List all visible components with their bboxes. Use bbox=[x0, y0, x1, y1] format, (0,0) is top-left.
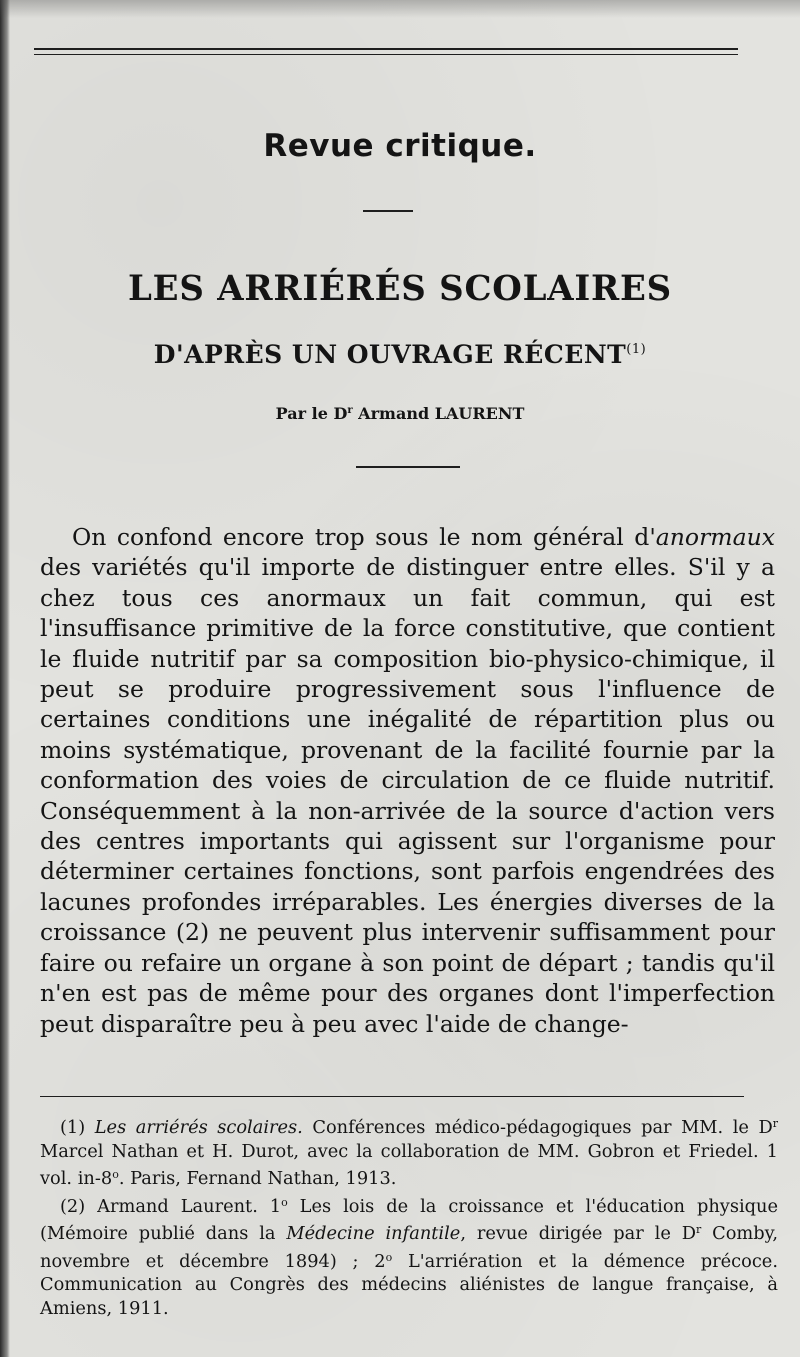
byline-divider bbox=[356, 466, 460, 468]
header-rule-thin bbox=[34, 54, 738, 55]
article-subtitle bbox=[0, 340, 800, 369]
footnote-marker: (2) bbox=[60, 1195, 86, 1217]
footnote-2 bbox=[40, 1191, 778, 1321]
footnote-text: . Paris, Fernand Nathan, 1913. bbox=[118, 1168, 397, 1189]
footnote-text: , revue dirigée par le D bbox=[460, 1223, 696, 1244]
footnote-text: L'arriération et la démence précoce. Communication au Congrès des médecins aliénistes de langue française, à Amiens, 1911. bbox=[40, 1250, 778, 1319]
footnote-1 bbox=[40, 1112, 778, 1191]
footnote-italic: Médecine infantile bbox=[286, 1223, 461, 1244]
subtitle-text: D'APRÈS UN OUVRAGE RÉCENT bbox=[153, 340, 627, 369]
section-title: Revue critique. bbox=[263, 128, 537, 164]
paragraph-start: On confond encore trop sous le nom général d' bbox=[72, 523, 656, 551]
paragraph-rest: des variétés qu'il importe de distinguer entre elles. S'il y a chez tous ces anormaux un fait commun, qui est l'insuffisance primitive de la force constitutive, que contient le fluide nutritif par sa composition bio-physico-chimique, il peut se produire progressivement sous l'influence de certaines conditions une inégalité de répartition plus ou moins systématique, provenant de la facilité fournie par la conformation des voies de circulation de ce fluide nutritif. Conséquemment à la non-arrivée de la source d'action vers des centres importants qui agissent sur l'organisme pour déterminer certaines fonctions, sont parfois engendrées des lacunes profondes irréparables. Les énergies diverses de la croissance (2) ne peuvent plus intervenir suffisamment pour faire ou refaire un organe à son point de départ ; tandis qu'il n'en est pas de même pour des organes dont l'imperfection peut disparaître peu à peu avec l'aide de change- bbox=[40, 553, 775, 1038]
body-paragraph bbox=[40, 522, 775, 1039]
paragraph-italic-term: anormaux bbox=[655, 523, 775, 551]
footnote-sup: r bbox=[695, 1223, 702, 1236]
page-top-shadow bbox=[0, 0, 800, 18]
byline-author: Armand LAURENT bbox=[358, 404, 525, 423]
footnote-text: Marcel Nathan et H. Durot, avec la collaboration de MM. Gobron et Friedel. 1 vol. in-8 bbox=[40, 1140, 778, 1189]
byline-prefix: Par le D bbox=[275, 404, 348, 423]
footnote-marker: (1) bbox=[60, 1117, 86, 1138]
footnote-text: Conférences médico-pédagogiques par MM. le D bbox=[302, 1117, 773, 1138]
article-title: LES ARRIÉRÉS SCOLAIRES bbox=[128, 268, 672, 309]
footnote-sup: r bbox=[772, 1117, 778, 1130]
section-divider bbox=[363, 210, 413, 212]
byline bbox=[0, 404, 800, 423]
footnotes bbox=[40, 1112, 778, 1320]
footnote-sup: o bbox=[385, 1250, 393, 1264]
footnote-italic: Les arriérés scolaires. bbox=[94, 1117, 303, 1138]
footnote-sup: o bbox=[281, 1195, 288, 1209]
footnote-text: Armand Laurent. 1 bbox=[85, 1195, 282, 1217]
footnote-text: Comby, novembre et décembre 1894) ; 2 bbox=[40, 1223, 778, 1272]
page-binding-edge bbox=[0, 0, 10, 1357]
subtitle-footnote-ref[interactable]: (1) bbox=[626, 342, 647, 357]
footnote-sup: o bbox=[112, 1168, 119, 1181]
byline-title-sup: r bbox=[347, 405, 353, 416]
footnote-text: Les lois de la croissance et l'éducation physique (Mémoire publié dans la bbox=[40, 1195, 778, 1244]
footnote-rule bbox=[40, 1096, 744, 1097]
header-rule bbox=[34, 48, 738, 50]
